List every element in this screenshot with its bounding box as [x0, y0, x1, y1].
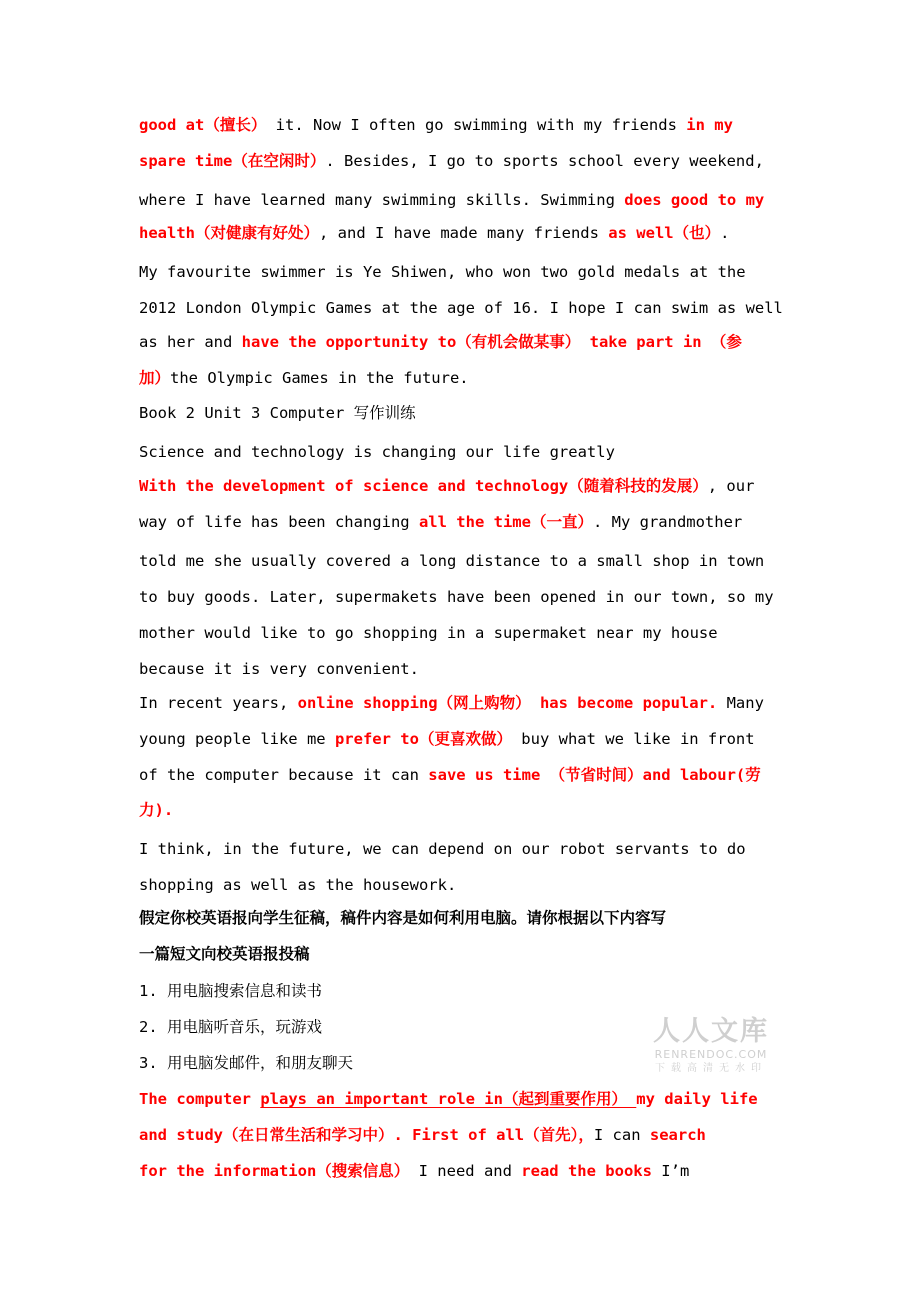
highlight-phrase: plays an important role in（起到重要作用）: [260, 1090, 637, 1108]
text-line: [139, 981, 789, 1001]
highlight-phrase: health（对健康有好处）: [139, 224, 319, 242]
highlight-phrase: and study（在日常生活和学习中）. First of all（首先），: [139, 1126, 594, 1144]
text-run: told me she usually covered a long distance to a small shop in town: [139, 552, 765, 570]
text-line: [139, 151, 789, 171]
text-run: 假定你校英语报向学生征稿，稿件内容是如何利用电脑。请你根据以下内容写: [139, 909, 667, 927]
text-run: 一篇短文向校英语报投稿: [139, 945, 310, 963]
highlight-phrase: spare time（在空闲时）: [139, 152, 326, 170]
text-run: 3. 用电脑发邮件，和朋友聊天: [139, 1054, 353, 1072]
text-run: My favourite swimmer is Ye Shiwen, who won two gold medals at the: [139, 263, 746, 281]
text-run: it. Now I often go swimming with my friends: [266, 116, 687, 134]
highlight-phrase: good at（擅长）: [139, 116, 267, 134]
text-line: [139, 551, 789, 571]
highlight-phrase: in my: [686, 116, 733, 134]
text-line: [139, 442, 789, 462]
text-line: [139, 115, 789, 135]
highlight-phrase: for the information（搜索信息）: [139, 1162, 410, 1180]
text-line: [139, 403, 789, 423]
text-run: I think, in the future, we can depend on our robot servants to do: [139, 840, 746, 858]
watermark: [646, 1016, 776, 1076]
text-line: [139, 1089, 789, 1109]
text-run: . My grandmother: [592, 513, 743, 531]
watermark-tagline: 下载高清无水印: [655, 1063, 767, 1074]
text-line: [139, 1161, 789, 1181]
text-line: [139, 908, 789, 928]
text-line: [139, 332, 789, 352]
text-run: .: [720, 224, 730, 242]
text-line: [139, 875, 789, 895]
highlight-phrase: online shopping（网上购物） has become popular.: [297, 694, 718, 712]
text-line: [139, 476, 789, 496]
text-run: , and I have made many friends: [319, 224, 609, 242]
watermark-subtitle: RENRENDOC.COM: [654, 1048, 768, 1061]
text-run: as her and: [139, 333, 242, 351]
watermark-title: 人人文库: [653, 1016, 769, 1047]
text-run: 2012 London Olympic Games at the age of 16. I hope I can swim as well: [139, 299, 783, 317]
highlight-phrase: 力).: [139, 801, 174, 819]
text-line: [139, 623, 789, 643]
text-run: Science and technology is changing our life greatly: [139, 443, 615, 461]
highlight-phrase: search: [649, 1126, 706, 1144]
text-run: because it is very convenient.: [139, 660, 419, 678]
text-run: the Olympic Games in the future.: [170, 369, 469, 387]
text-run: Book 2 Unit 3 Computer 写作训练: [139, 404, 416, 422]
text-line: [139, 729, 789, 749]
highlight-phrase: does good to my: [624, 191, 765, 209]
text-line: [139, 262, 789, 282]
highlight-phrase: save us time （节省时间）and labour(劳: [428, 766, 761, 784]
highlight-phrase: my daily life: [636, 1090, 758, 1108]
text-run: I need and: [409, 1162, 522, 1180]
text-run: mother would like to go shopping in a supermaket near my house: [139, 624, 718, 642]
highlight-phrase: have the opportunity to（有机会做某事） take part in （参: [241, 333, 742, 351]
text-line: [139, 839, 789, 859]
highlight-phrase: The computer: [139, 1090, 261, 1108]
text-run: to buy goods. Later, supermakets have been opened in our town, so my: [139, 588, 774, 606]
text-line: [139, 587, 789, 607]
text-line: [139, 1125, 789, 1145]
highlight-phrase: as well（也）: [608, 224, 721, 242]
text-run: 2. 用电脑听音乐，玩游戏: [139, 1018, 322, 1036]
text-line: [139, 800, 789, 820]
text-run: of the computer because it can: [139, 766, 429, 784]
text-line: [139, 298, 789, 318]
text-run: Many: [717, 694, 764, 712]
text-run: 1. 用电脑搜索信息和读书: [139, 982, 322, 1000]
text-line: [139, 190, 789, 210]
text-line: [139, 223, 789, 243]
text-run: . Besides, I go to sports school every weekend,: [325, 152, 764, 170]
highlight-phrase: With the development of science and technology（随着科技的发展）: [139, 477, 708, 495]
highlight-phrase: all the time（一直）: [418, 513, 593, 531]
text-run: shopping as well as the housework.: [139, 876, 457, 894]
highlight-phrase: 加）: [139, 369, 171, 387]
text-line: [139, 944, 789, 964]
text-run: where I have learned many swimming skills. Swimming: [139, 191, 625, 209]
text-line: [139, 659, 789, 679]
text-run: way of life has been changing: [139, 513, 419, 531]
text-run: I’m: [651, 1162, 690, 1180]
highlight-phrase: read the books: [521, 1162, 652, 1180]
text-run: , our: [707, 477, 755, 495]
text-line: [139, 368, 789, 388]
text-run: In recent years,: [139, 694, 298, 712]
text-line: [139, 512, 789, 532]
text-run: young people like me: [139, 730, 335, 748]
text-run: I can: [593, 1126, 650, 1144]
text-run: buy what we like in front: [511, 730, 755, 748]
text-line: [139, 693, 789, 713]
highlight-phrase: prefer to（更喜欢做）: [334, 730, 512, 748]
text-line: [139, 765, 789, 785]
